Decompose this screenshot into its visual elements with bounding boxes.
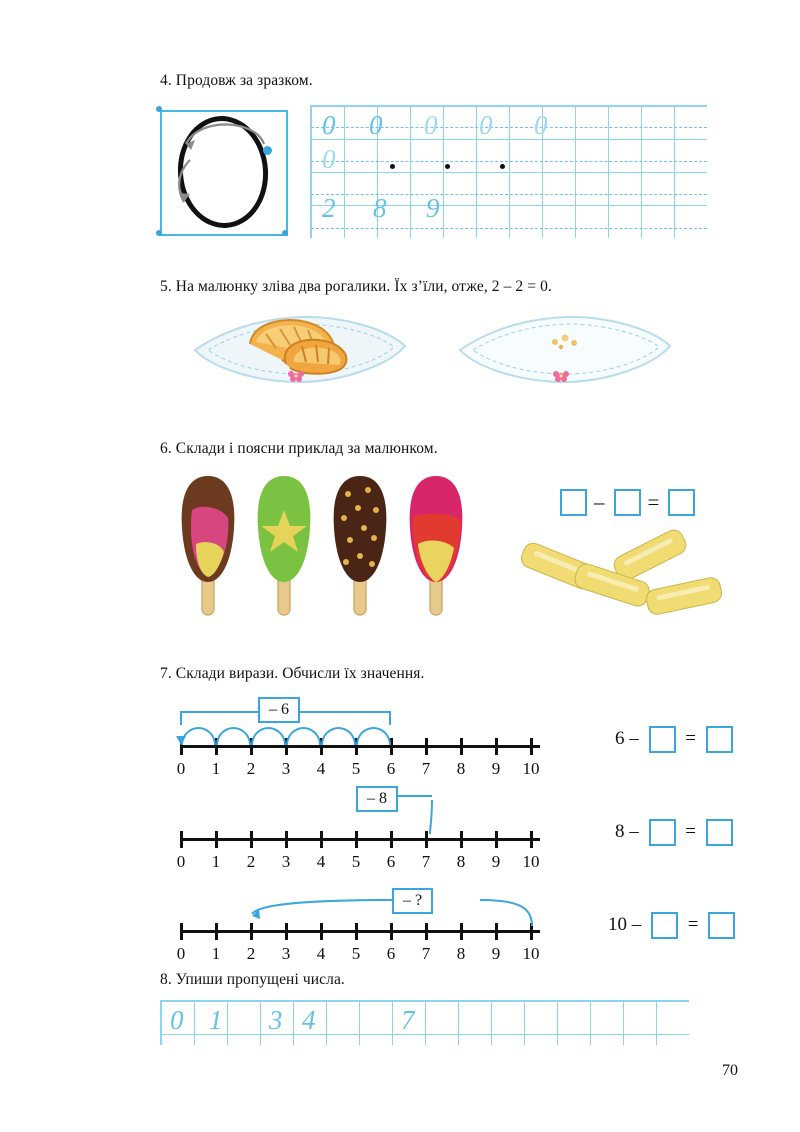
tick-label: 9 <box>491 852 501 871</box>
icecream-image <box>252 470 316 620</box>
tick-label: 6 <box>386 852 396 871</box>
minus-sign: – <box>629 820 639 842</box>
jump-arc <box>216 727 251 745</box>
tick-label: 7 <box>421 759 431 778</box>
equals-sign: = <box>647 489 662 514</box>
tick-label: 10 <box>522 759 540 778</box>
jump-arc <box>181 727 216 745</box>
task-4-writing-grid <box>310 105 707 238</box>
icecream-chocolate-pink <box>176 470 240 620</box>
equals-sign: = <box>687 913 699 935</box>
tick-label: 3 <box>281 759 291 778</box>
equation-left-operand: 6 <box>615 727 625 749</box>
task-8-label: 8. Упиши пропущені числа. <box>160 971 345 988</box>
callout-label: – ? <box>392 888 433 914</box>
tick-label: 5 <box>351 759 361 778</box>
minus-sign: – <box>594 489 607 514</box>
tick-label: 7 <box>421 852 431 871</box>
jump-arc <box>286 727 321 745</box>
grid-start-dot <box>445 164 450 169</box>
equation-box-2[interactable] <box>614 489 641 516</box>
grid-digit: 2 <box>322 193 336 223</box>
equation-box-3[interactable] <box>668 489 695 516</box>
bracket-leg-left <box>180 711 182 725</box>
tick-label: 1 <box>211 944 221 963</box>
minus-sign: – <box>631 913 642 935</box>
grid-digit[interactable]: 0 <box>424 110 438 140</box>
empty-plate-image <box>455 302 675 392</box>
equals-sign: = <box>685 727 696 749</box>
tick-label: 10 <box>522 944 540 963</box>
bracket-leg-right <box>389 711 391 725</box>
sequence-digit: 7 <box>401 1005 415 1035</box>
grid-start-dot <box>500 164 505 169</box>
equation-box-2[interactable] <box>708 912 735 939</box>
grid-digit[interactable]: 0 <box>322 144 336 174</box>
grid-start-dot <box>390 164 395 169</box>
tick-label: 9 <box>491 759 501 778</box>
tick-label: 6 <box>386 759 396 778</box>
tick-label: 4 <box>316 852 326 871</box>
frame-corner-dot-bl <box>156 230 162 236</box>
model-start-dot <box>263 146 272 155</box>
numberline-minus-8 <box>176 790 540 878</box>
callout-label: – 8 <box>356 786 398 812</box>
equation-box-1[interactable] <box>651 912 678 939</box>
tick <box>495 738 498 755</box>
tick <box>530 738 533 755</box>
grid-digit: 9 <box>426 193 440 223</box>
tick <box>425 738 428 755</box>
tick <box>460 738 463 755</box>
model-direction-arrow-icon <box>160 110 288 235</box>
sequence-digit: 1 <box>209 1005 223 1035</box>
equation-left-operand: 8 <box>615 820 625 842</box>
sequence-digit: 0 <box>170 1005 184 1035</box>
jump-arc <box>356 727 391 745</box>
numberline-minus-question <box>176 892 540 970</box>
guide-dashline-row4 <box>311 228 707 229</box>
icecream-red-yellow <box>404 470 468 620</box>
cookie-stick <box>644 575 724 616</box>
tick-label: 7 <box>421 944 431 963</box>
icecream-image <box>176 470 240 620</box>
tick-label: 10 <box>522 852 540 871</box>
tick-label: 0 <box>176 852 186 871</box>
frame-corner-dot-br <box>282 230 288 236</box>
tick-label: 4 <box>316 759 326 778</box>
plate-with-two-croissants <box>190 302 410 392</box>
grid-digit: 0 <box>369 110 383 140</box>
tick-label: 1 <box>211 759 221 778</box>
guide-dashline-row3 <box>311 194 707 195</box>
jump-connector <box>180 890 560 940</box>
icecream-chocolate-chips <box>328 470 392 620</box>
tick-label: 0 <box>176 759 186 778</box>
task-7-equation-3 <box>608 912 740 939</box>
tick-label: 6 <box>386 944 396 963</box>
grid-digit[interactable]: 0 <box>534 110 548 140</box>
tick-label: 1 <box>211 852 221 871</box>
jump-arc <box>321 727 356 745</box>
grid-digit[interactable]: 0 <box>479 110 493 140</box>
croissant-plate-image <box>190 302 410 392</box>
minus-sign: – <box>629 727 639 749</box>
equation-box-2[interactable] <box>706 726 733 753</box>
equation-left-operand: 10 <box>608 913 627 935</box>
equation-box-2[interactable] <box>706 819 733 846</box>
task-4-model-figure <box>160 110 288 235</box>
task-7-label: 7. Склади вирази. Обчисли їх значення. <box>160 665 425 682</box>
task-7-equation-1 <box>615 726 738 753</box>
equation-box-1[interactable] <box>649 819 676 846</box>
tick-label: 0 <box>176 944 186 963</box>
page-number: 70 <box>722 1062 738 1079</box>
icecream-image <box>404 470 468 620</box>
tick-label: 2 <box>246 852 256 871</box>
tick-label: 3 <box>281 944 291 963</box>
tick-label: 2 <box>246 759 256 778</box>
grid-digit: 8 <box>373 193 387 223</box>
tick-label: 4 <box>316 944 326 963</box>
equation-box-1[interactable] <box>649 726 676 753</box>
tick-label: 3 <box>281 852 291 871</box>
guide-dashline-row2 <box>311 161 707 162</box>
empty-plate-with-crumbs <box>455 302 675 392</box>
task-4-label: 4. Продовж за зразком. <box>160 72 313 89</box>
numberline-minus-6 <box>176 701 540 785</box>
tick-label: 2 <box>246 944 256 963</box>
task-6-equation <box>560 488 695 516</box>
tick-label: 9 <box>491 944 501 963</box>
axis-line <box>180 745 540 748</box>
frame-corner-dot-tl <box>156 106 162 112</box>
tick-label: 8 <box>456 944 466 963</box>
jump-arc <box>251 727 286 745</box>
tick-label: 8 <box>456 759 466 778</box>
tick-label: 8 <box>456 852 466 871</box>
icecream-green-star <box>252 470 316 620</box>
grid-digit: 0 <box>322 110 336 140</box>
tick-label: 5 <box>351 852 361 871</box>
task-5-label: 5. На малюнку зліва два рогалики. Їх з’їли, отже, 2 – 2 = 0. <box>160 278 552 295</box>
jump-arrowhead <box>176 736 186 745</box>
equation-box-1[interactable] <box>560 489 587 516</box>
equals-sign: = <box>685 820 696 842</box>
callout-label: – 6 <box>258 697 300 723</box>
task-8-number-grid[interactable] <box>160 1000 689 1045</box>
sequence-digit: 3 <box>269 1005 283 1035</box>
tick-label: 5 <box>351 944 361 963</box>
icecream-image <box>328 470 392 620</box>
task-6-label: 6. Склади і поясни приклад за малюнком. <box>160 440 438 457</box>
sequence-digit: 4 <box>302 1005 316 1035</box>
task-7-equation-2 <box>615 819 738 846</box>
